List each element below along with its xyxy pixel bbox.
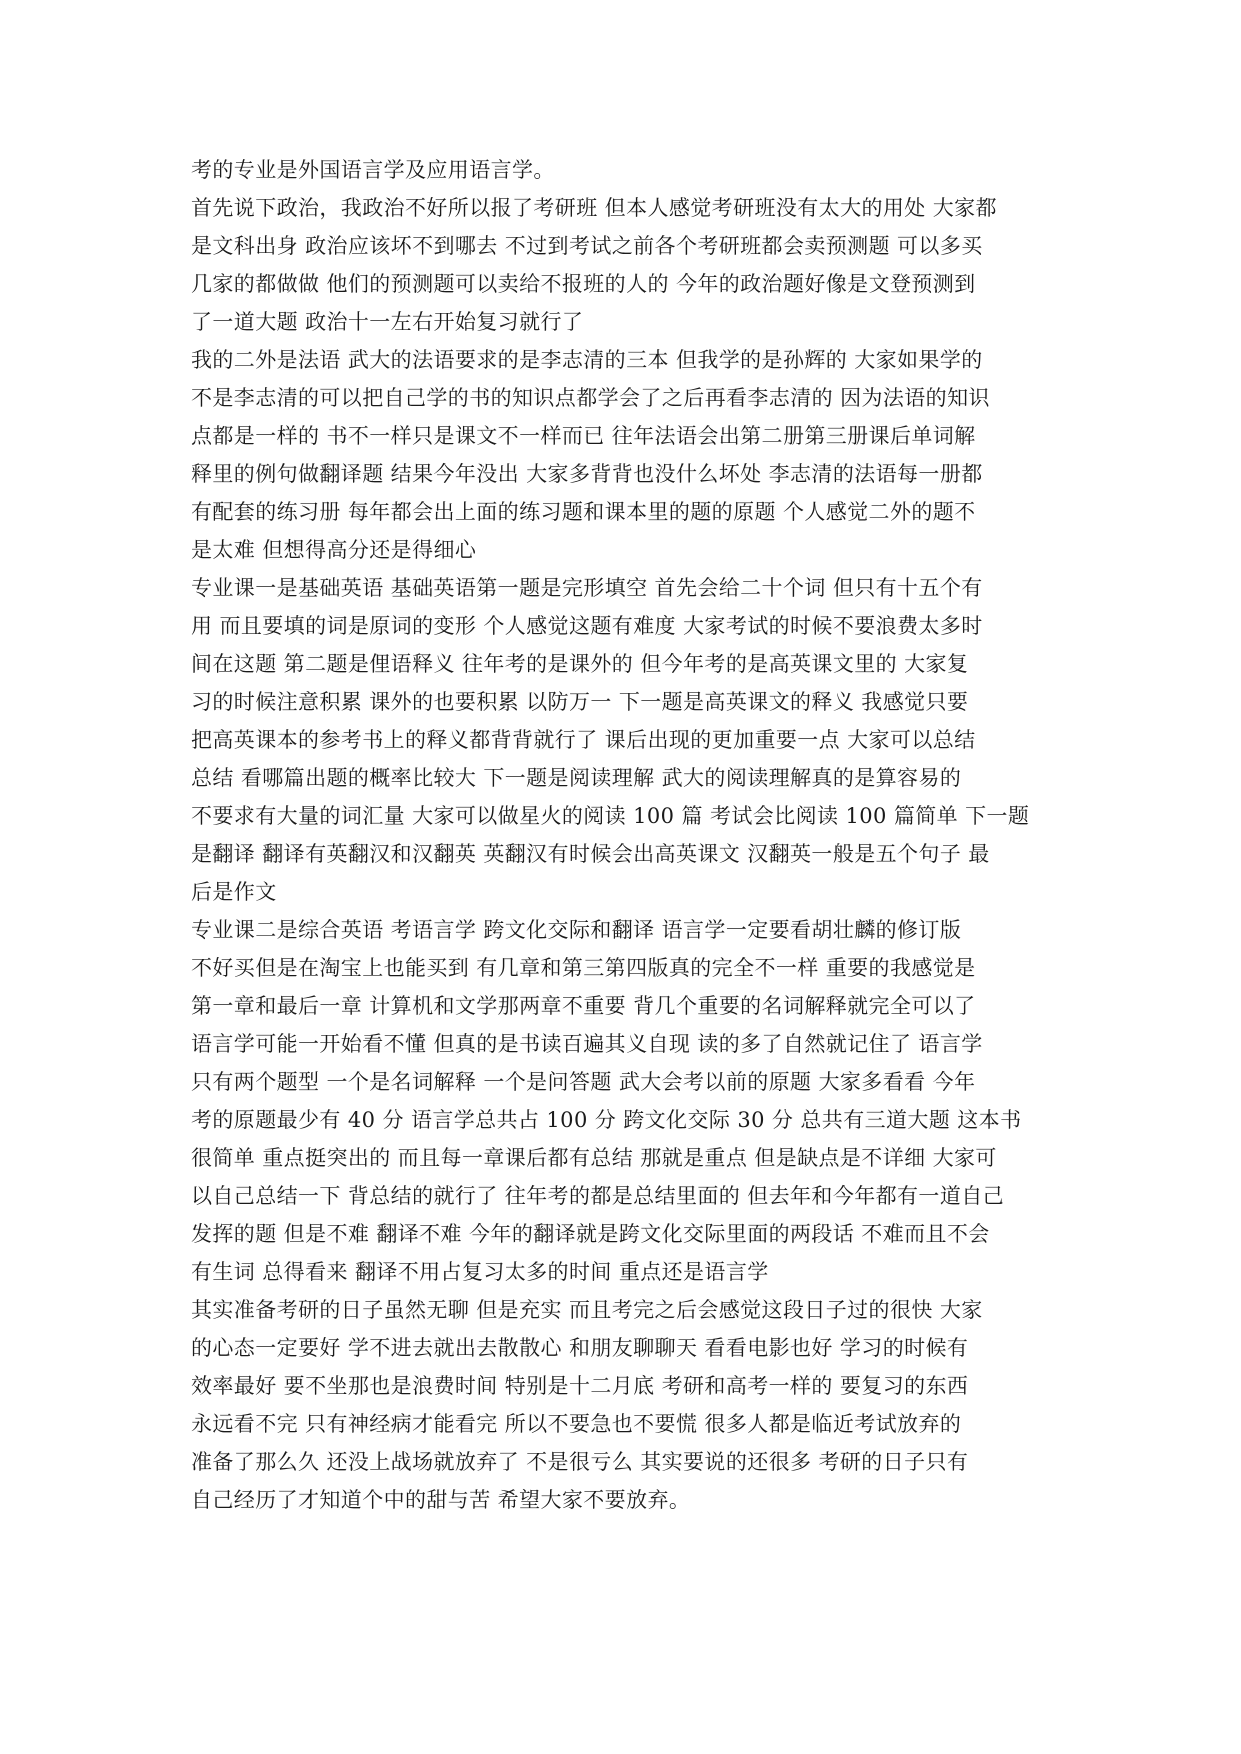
text-line: 是翻译 翻译有英翻汉和汉翻英 英翻汉有时候会出高英课文 汉翻英一般是五个句子 最 xyxy=(191,842,990,866)
text-line: 不是李志清的可以把自己学的书的知识点都学会了之后再看李志清的 因为法语的知识 xyxy=(191,386,990,410)
text-line: 有生词 总得看来 翻译不用占复习太多的时间 重点还是语言学 xyxy=(191,1260,769,1284)
text-line: 专业课二是综合英语 考语言学 跨文化交际和翻译 语言学一定要看胡壮麟的修订版 xyxy=(191,918,962,942)
text-line: 几家的都做做 他们的预测题可以卖给不报班的人的 今年的政治题好像是文登预测到 xyxy=(191,272,976,296)
text-line: 只有两个题型 一个是名词解释 一个是问答题 武大会考以前的原题 大家多看看 今年 xyxy=(191,1070,976,1094)
text-line: 永远看不完 只有神经病才能看完 所以不要急也不要慌 很多人都是临近考试放弃的 xyxy=(191,1412,962,1436)
text-line: 间在这题 第二题是俚语释义 往年考的是课外的 但今年考的是高英课文里的 大家复 xyxy=(191,652,969,676)
text-line: 点都是一样的 书不一样只是课文不一样而已 往年法语会出第二册第三册课后单词解 xyxy=(191,424,976,448)
text-line: 其实准备考研的日子虽然无聊 但是充实 而且考完之后会感觉这段日子过的很快 大家 xyxy=(191,1298,983,1322)
text-line: 效率最好 要不坐那也是浪费时间 特别是十二月底 考研和高考一样的 要复习的东西 xyxy=(191,1374,969,1398)
text-line: 专业课一是基础英语 基础英语第一题是完形填空 首先会给二十个词 但只有十五个有 xyxy=(191,576,983,600)
text-line: 考的专业是外国语言学及应用语言学。 xyxy=(191,158,555,182)
text-line: 我的二外是法语 武大的法语要求的是李志清的三本 但我学的是孙辉的 大家如果学的 xyxy=(191,348,983,372)
text-line: 是文科出身 政治应该坏不到哪去 不过到考试之前各个考研班都会卖预测题 可以多买 xyxy=(191,234,983,258)
text-line: 的心态一定要好 学不进去就出去散散心 和朋友聊聊天 看看电影也好 学习的时候有 xyxy=(191,1336,969,1360)
text-line: 不要求有大量的词汇量 大家可以做星火的阅读 100 篇 考试会比阅读 100 篇简单 下一题 xyxy=(191,804,1030,828)
text-line: 不好买但是在淘宝上也能买到 有几章和第三第四版真的完全不一样 重要的我感觉是 xyxy=(191,956,976,980)
text-line: 总结 看哪篇出题的概率比较大 下一题是阅读理解 武大的阅读理解真的是算容易的 xyxy=(191,766,962,790)
text-line: 是太难 但想得高分还是得细心 xyxy=(191,538,477,562)
text-line: 很简单 重点挺突出的 而且每一章课后都有总结 那就是重点 但是缺点是不详细 大家可 xyxy=(191,1146,997,1170)
text-line: 习的时候注意积累 课外的也要积累 以防万一 下一题是高英课文的释义 我感觉只要 xyxy=(191,690,969,714)
text-line: 以自己总结一下 背总结的就行了 往年考的都是总结里面的 但去年和今年都有一道自己 xyxy=(191,1184,1005,1208)
text-line: 用 而且要填的词是原词的变形 个人感觉这题有难度 大家考试的时候不要浪费太多时 xyxy=(191,614,983,638)
text-line: 准备了那么久 还没上战场就放弃了 不是很亏么 其实要说的还很多 考研的日子只有 xyxy=(191,1450,969,1474)
text-line: 自己经历了才知道个中的甜与苦 希望大家不要放弃。 xyxy=(191,1488,691,1512)
text-line: 有配套的练习册 每年都会出上面的练习题和课本里的题的原题 个人感觉二外的题不 xyxy=(191,500,976,524)
text-line: 释里的例句做翻译题 结果今年没出 大家多背背也没什么坏处 李志清的法语每一册都 xyxy=(191,462,983,486)
text-line: 了一道大题 政治十一左右开始复习就行了 xyxy=(191,310,584,334)
document-body xyxy=(191,151,1071,1519)
text-line: 语言学可能一开始看不懂 但真的是书读百遍其义自现 读的多了自然就记住了 语言学 xyxy=(191,1032,983,1056)
text-line: 发挥的题 但是不难 翻译不难 今年的翻译就是跨文化交际里面的两段话 不难而且不会 xyxy=(191,1222,990,1246)
text-line: 首先说下政治，我政治不好所以报了考研班 但本人感觉考研班没有太大的用处 大家都 xyxy=(191,196,997,220)
text-line: 后是作文 xyxy=(191,880,277,904)
text-line: 把高英课本的参考书上的释义都背背就行了 课后出现的更加重要一点 大家可以总结 xyxy=(191,728,976,752)
text-line: 第一章和最后一章 计算机和文学那两章不重要 背几个重要的名词解释就完全可以了 xyxy=(191,994,976,1018)
text-line: 考的原题最少有 40 分 语言学总共占 100 分 跨文化交际 30 分 总共有三道大题 这本书 xyxy=(191,1108,1022,1132)
